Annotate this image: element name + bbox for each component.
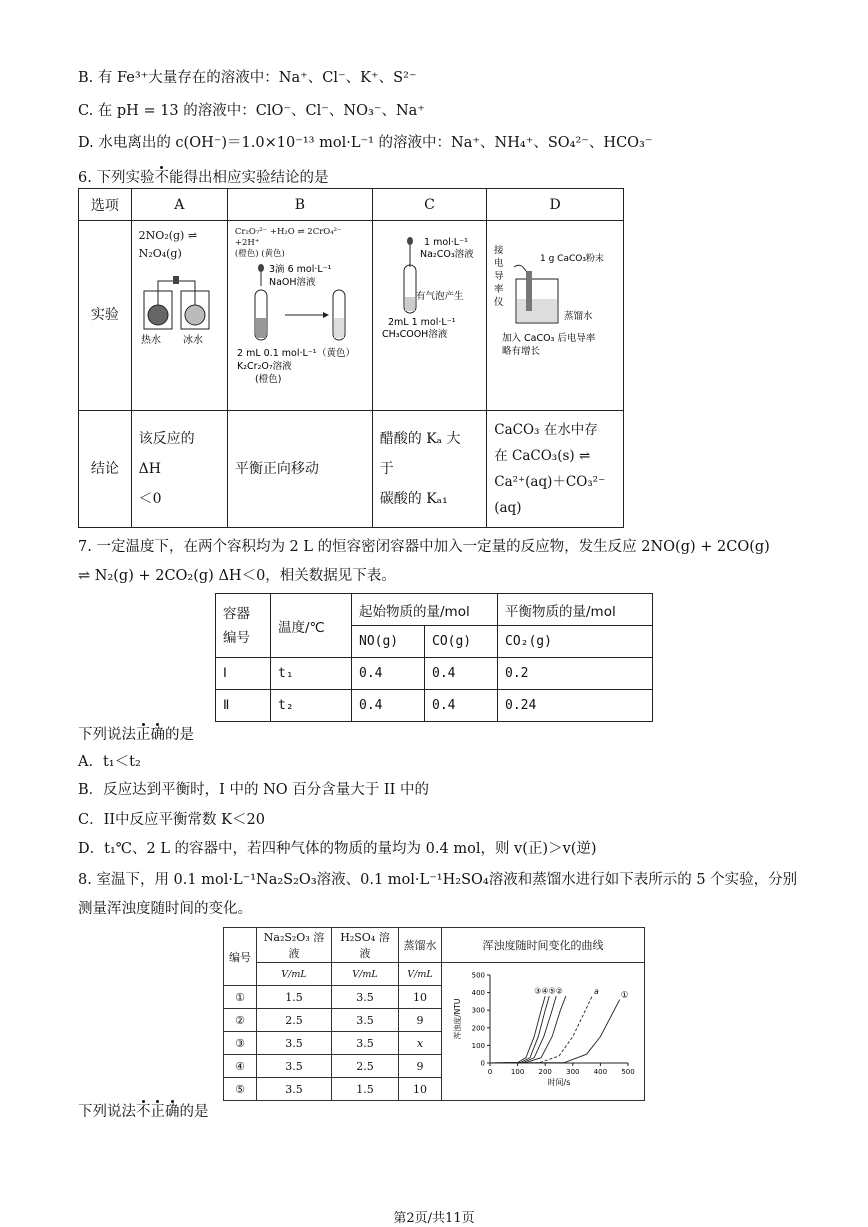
q6-con-b: 平衡正向移动 xyxy=(227,411,372,528)
caco3-powder-label: 1 g CaCO₃粉末 xyxy=(540,254,605,264)
q7-option-c: C．II中反应平衡常数 K＜20 xyxy=(78,812,265,828)
x-tick-label: 400 xyxy=(593,1068,608,1076)
q6-exp-c xyxy=(372,221,486,411)
hot-water-label: 热水 xyxy=(140,335,161,346)
q8-table: 编号 Na₂S₂O₃ 溶液 H₂SO₄ 溶液 蒸馏水 浑浊度随时间变化的曲线 V/mL V/mL V/mL 0 100 200 300 400 500 0 100 200 300 400 500 时间/s 浑浊度/NTU a ① ③④⑤② ① 1.5 3.5 10 ② 2.5 3.5 9 ③ 3.5 3.5 x ④ 3.5 2.5 9 ⑤ 3.5 1.5 10 xyxy=(223,927,645,1101)
table-row: Ⅱ t₂ 0.4 0.4 0.24 xyxy=(216,690,653,722)
q6-header-option: 选项 xyxy=(79,189,132,221)
q6-header-a: A xyxy=(131,189,227,221)
q7-header-start: 起始物质的量/mol xyxy=(352,594,498,626)
series-line-③ xyxy=(490,996,545,1063)
q8-chart-cell xyxy=(442,963,645,1101)
ch3cooh-label-2: CH₃COOH溶液 xyxy=(381,329,448,340)
k2cr2o7-label-1: 2 mL 0.1 mol·L⁻¹ xyxy=(236,348,317,359)
bubble-apparatus-image xyxy=(380,227,478,357)
naoh-drop-label-2: NaOH溶液 xyxy=(268,277,316,288)
note-label-2: 略有增长 xyxy=(502,346,541,357)
q7-table xyxy=(215,593,653,722)
q7-sub-co: CO(g) xyxy=(425,626,498,658)
meter-label-5: 仪 xyxy=(494,297,504,308)
q8-header-curve: 浑浊度随时间变化的曲线 xyxy=(442,928,645,963)
series-line-① xyxy=(490,1000,620,1063)
ch3cooh-label-1: 2mL 1 mol·L⁻¹ xyxy=(387,317,456,328)
bubble-label: 有气泡产生 xyxy=(415,291,464,302)
q5-option-b: B. 有 Fe³⁺大量存在的溶液中：Na⁺、Cl⁻、K⁺、S²⁻ xyxy=(78,70,417,86)
q6-row-experiment: 实验 xyxy=(79,221,132,411)
meter-label-1: 接 xyxy=(494,245,504,256)
x-tick-label: 200 xyxy=(538,1068,552,1076)
q6-header-b: B xyxy=(227,189,372,221)
q6-table xyxy=(78,188,624,528)
y-tick-label: 100 xyxy=(471,1041,485,1050)
test-tube-apparatus-image xyxy=(235,260,363,400)
q6-con-a: 该反应的 ΔH ＜0 xyxy=(131,411,227,528)
note-label-1: 加入 CaCO₃ 后电导率 xyxy=(502,333,596,344)
water-label: 蒸馏水 xyxy=(564,311,593,322)
q8-stem-2: 测量浑浊度随时间的变化。 xyxy=(78,901,252,917)
q6-header-c: C xyxy=(372,189,486,221)
q7-option-a: A．t₁＜t₂ xyxy=(78,754,141,770)
meter-label-3: 导 xyxy=(494,271,504,282)
q7-header-container: 容器 编号 xyxy=(216,594,271,658)
x-axis-label: 时间/s xyxy=(547,1078,571,1087)
y-tick-label: 400 xyxy=(471,989,485,998)
turbidity-chart xyxy=(448,963,638,1089)
series-label-1: ① xyxy=(620,990,629,1001)
q7-header-eq: 平衡物质的量/mol xyxy=(498,594,653,626)
q6-stem: 6. 下列实验不能得出相应实验结论的是 xyxy=(78,170,329,186)
q8-header-na2s2o3: Na₂S₂O₃ 溶液 xyxy=(257,928,332,963)
naoh-drop-label-1: 3滴 6 mol·L⁻¹ xyxy=(268,264,332,275)
q6-exp-d xyxy=(487,221,624,411)
ice-water-label: 冰水 xyxy=(182,335,203,346)
table-row: ④ 3.5 2.5 9 xyxy=(224,1055,645,1078)
y-tick-label: 300 xyxy=(471,1006,485,1015)
na2co3-label-2: Na₂CO₃溶液 xyxy=(419,249,474,260)
q7-ask: 下列说法正确的是 xyxy=(78,727,194,743)
q8-ask: 下列说法不正确的是 xyxy=(78,1104,209,1120)
flask-apparatus-image xyxy=(139,263,219,353)
conductivity-apparatus-image xyxy=(494,227,614,377)
q8-header-no: 编号 xyxy=(224,928,257,986)
q5-option-c: C. 在 pH = 13 的溶液中：ClO⁻、Cl⁻、NO₃⁻、Na⁺ xyxy=(78,103,425,119)
y-tick-label: 200 xyxy=(471,1024,485,1033)
orange-label: (橙色) xyxy=(254,374,282,385)
q8-stem-1: 8. 室温下，用 0.1 mol·L⁻¹Na₂S₂O₃溶液、0.1 mol·L⁻¹H₂SO₄溶液和蒸馏水进行如下表所示的 5 个实验，分别 xyxy=(78,872,798,888)
table-row: Ⅰ t₁ 0.4 0.4 0.2 xyxy=(216,658,653,690)
table-row: ① 1.5 3.5 10 xyxy=(224,986,645,1009)
q6-con-d: CaCO₃ 在水中存 在 CaCO₃(s) ⇌ Ca²⁺(aq)＋CO₃²⁻ (aq) xyxy=(487,411,624,528)
k2cr2o7-label-2: K₂Cr₂O₇溶液 xyxy=(236,361,292,372)
q6-exp-b: Cr₂O₇²⁻ +H₂O ⇌ 2CrO₄²⁻ +2H⁺ (橙色) (黄色) 3滴 6 mol·L⁻¹ NaOH溶液 2 mL 0.1 mol·L⁻¹ K₂Cr₂O₇溶液 (橙色) （黄色） xyxy=(227,221,372,411)
meter-label-4: 率 xyxy=(494,284,504,295)
q6-row-conclusion: 结论 xyxy=(79,411,132,528)
q6-exp-a: 2NO₂(g) ⇌ N₂O₄(g) 热水 冰水 xyxy=(131,221,227,411)
page-footer: 第2页/共11页 xyxy=(393,1211,475,1226)
q7-option-d: D．t₁℃、2 L 的容器中，若四种气体的物质的量均为 0.4 mol，则 v(正)＞v(逆) xyxy=(78,841,597,857)
yellow-label: （黄色） xyxy=(316,348,355,359)
q6-header-d: D xyxy=(487,189,624,221)
x-tick-label: 0 xyxy=(487,1068,493,1076)
x-tick-label: 100 xyxy=(510,1068,525,1076)
meter-label-2: 电 xyxy=(494,258,504,269)
q7-option-b: B．反应达到平衡时，I 中的 NO 百分含量大于 II 中的 xyxy=(78,782,429,798)
series-line-a xyxy=(490,996,592,1063)
q7-sub-co2: CO₂(g) xyxy=(498,626,653,658)
y-axis-label: 浑浊度/NTU xyxy=(453,998,462,1040)
q7-stem-1: 7. 一定温度下，在两个容积均为 2 L 的恒容密闭容器中加入一定量的反应物，发生反应 2NO(g) + 2CO(g) xyxy=(78,539,770,555)
na2co3-label-1: 1 mol·L⁻¹ xyxy=(423,237,468,248)
series-label-group: ③④⑤② xyxy=(534,986,563,996)
q6-con-c: 醋酸的 Kₐ 大 于 碳酸的 Kₐ₁ xyxy=(372,411,486,528)
table-row: ⑤ 3.5 1.5 10 xyxy=(224,1078,645,1101)
table-row: ② 2.5 3.5 9 xyxy=(224,1009,645,1032)
x-tick-label: 500 xyxy=(621,1068,635,1076)
y-tick-label: 0 xyxy=(480,1059,485,1068)
table-row: ③ 3.5 3.5 x xyxy=(224,1032,645,1055)
q8-header-water: 蒸馏水 xyxy=(399,928,442,963)
series-label-a: a xyxy=(594,987,599,997)
series-line-④ xyxy=(490,996,549,1063)
x-tick-label: 300 xyxy=(566,1068,580,1076)
q7-stem-2: ⇌ N₂(g) + 2CO₂(g) ΔH＜0，相关数据见下表。 xyxy=(78,568,396,584)
y-tick-label: 500 xyxy=(471,971,485,980)
q7-sub-no: NO(g) xyxy=(352,626,425,658)
q8-header-h2so4: H₂SO₄ 溶液 xyxy=(332,928,399,963)
q7-header-temp: 温度/℃ xyxy=(271,594,352,658)
q5-option-d: D. 水电离出的 c(OH⁻)＝1.0×10⁻¹³ mol·L⁻¹ 的溶液中：Na⁺、NH₄⁺、SO₄²⁻、HCO₃⁻ xyxy=(78,135,653,151)
